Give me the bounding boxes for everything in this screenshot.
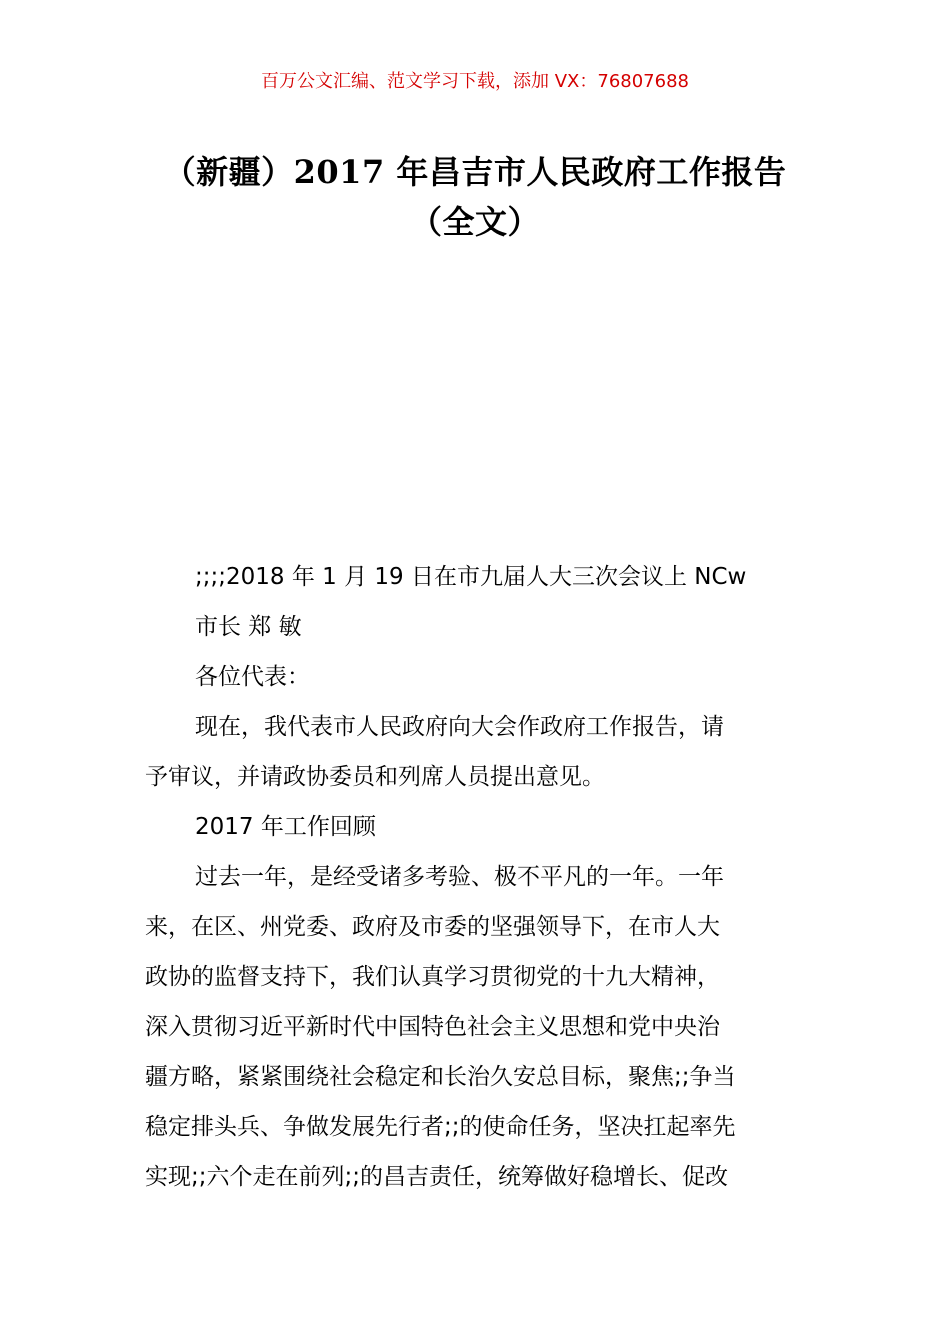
document-title-line-1: （新疆）2017 年昌吉市人民政府工作报告 xyxy=(163,153,787,191)
document-title-line-2: （全文） xyxy=(409,203,540,241)
speaker-line: 市长 郑 敏 xyxy=(195,614,302,640)
paragraph-line: 过去一年，是经受诸多考验、极不平凡的一年。一年 xyxy=(195,864,724,890)
paragraph-line: 疆方略，紧紧围绕社会稳定和长治久安总目标，聚焦;;争当 xyxy=(145,1064,736,1090)
paragraph-line: 来，在区、州党委、政府及市委的坚强领导下，在市人大 xyxy=(145,914,720,940)
meeting-date-line: ;;;;2018 年 1 月 19 日在市九届人大三次会议上 NCw xyxy=(195,564,747,590)
paragraph-line: 政协的监督支持下，我们认真学习贯彻党的十九大精神， xyxy=(145,964,720,990)
paragraph-line: 予审议，并请政协委员和列席人员提出意见。 xyxy=(145,764,605,790)
paragraph-line: 现在，我代表市人民政府向大会作政府工作报告，请 xyxy=(195,714,724,740)
section-heading: 2017 年工作回顾 xyxy=(195,814,376,840)
document-body xyxy=(145,552,810,1202)
paragraph-line: 深入贯彻习近平新时代中国特色社会主义思想和党中央治 xyxy=(145,1014,720,1040)
paragraph-line: 稳定排头兵、争做发展先行者;;的使命任务，坚决扛起率先 xyxy=(145,1114,736,1140)
salutation: 各位代表： xyxy=(195,664,310,690)
watermark-header-note: 百万公文汇编、范文学习下载，添加 VX：76807688 xyxy=(261,71,689,92)
paragraph-line: 实现;;六个走在前列;;的昌吉责任，统筹做好稳增长、促改 xyxy=(145,1164,728,1190)
